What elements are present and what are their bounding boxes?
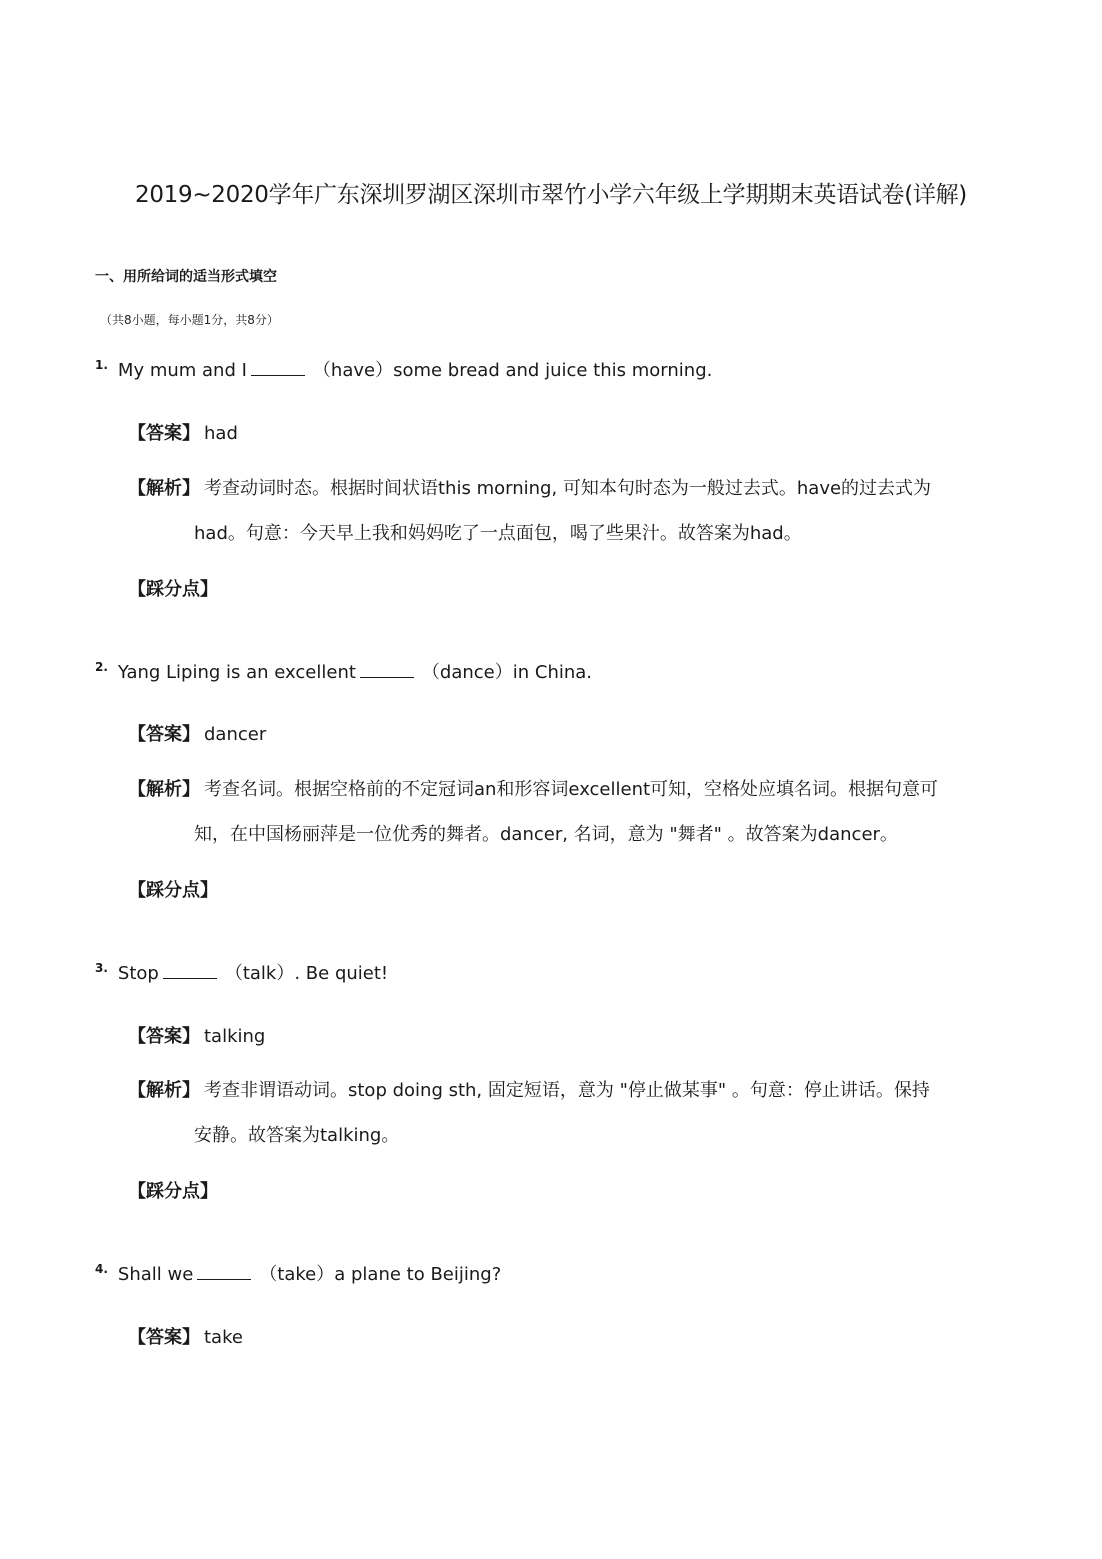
stem-before: Yang Liping is an excellent <box>117 662 356 683</box>
stem-before: Shall we <box>117 1264 194 1285</box>
stem-after: （talk）. Be quiet! <box>224 963 389 984</box>
question-stem <box>95 357 712 385</box>
points-label: 【踩分点】 <box>128 1181 218 1202</box>
section-note: （共8小题，每小题1分，共8分） <box>100 313 279 327</box>
question-number: 1. <box>95 358 108 372</box>
points-label: 【踩分点】 <box>128 880 218 901</box>
question-number: 4. <box>95 1262 108 1276</box>
stem-after: （dance）in China. <box>421 662 593 683</box>
analysis-text-line2: 安静。故答案为talking。 <box>194 1125 400 1146</box>
points-row-1 <box>128 576 222 604</box>
analysis-label: 【解析】 <box>128 478 200 499</box>
points-label: 【踩分点】 <box>128 579 218 600</box>
analysis-block-3 <box>128 1068 998 1158</box>
analysis-block-1 <box>128 466 998 556</box>
answer-label: 【答案】 <box>128 423 200 444</box>
analysis-label: 【解析】 <box>128 779 200 800</box>
answer-blank <box>163 960 217 979</box>
answer-row-2 <box>128 721 266 749</box>
answer-row-4 <box>128 1324 243 1352</box>
stem-before: My mum and I <box>117 360 247 381</box>
answer-value: dancer <box>204 724 267 745</box>
stem-after: （take）a plane to Beijing? <box>259 1264 502 1285</box>
question-number: 2. <box>95 660 108 674</box>
answer-value: take <box>204 1327 243 1348</box>
section-title: 一、用所给词的适当形式填空 <box>95 269 277 285</box>
points-row-2 <box>128 877 222 905</box>
answer-value: had <box>204 423 238 444</box>
points-row-3 <box>128 1178 222 1206</box>
answer-label: 【答案】 <box>128 1026 200 1047</box>
analysis-label: 【解析】 <box>128 1080 200 1101</box>
answer-row-1 <box>128 420 238 448</box>
answer-label: 【答案】 <box>128 1327 200 1348</box>
stem-after: （have）some bread and juice this morning. <box>312 360 713 381</box>
answer-label: 【答案】 <box>128 724 200 745</box>
answer-blank <box>360 659 414 678</box>
answer-blank <box>197 1261 251 1280</box>
document-title: 2019~2020学年广东深圳罗湖区深圳市翠竹小学六年级上学期期末英语试卷(详解) <box>135 182 967 208</box>
analysis-text-line1: 考查名词。根据空格前的不定冠词an和形容词excellent可知，空格处应填名词。根据句意可 <box>204 779 939 800</box>
question-number: 3. <box>95 961 108 975</box>
question-stem <box>95 960 388 988</box>
question-stem <box>95 1261 501 1289</box>
stem-before: Stop <box>117 963 159 984</box>
answer-blank <box>251 357 305 376</box>
analysis-text-line1: 考查动词时态。根据时间状语this morning, 可知本句时态为一般过去式。have的过去式为 <box>204 478 932 499</box>
answer-row-3 <box>128 1023 265 1051</box>
answer-value: talking <box>204 1026 266 1047</box>
analysis-text-line1: 考查非谓语动词。stop doing sth, 固定短语，意为 "停止做某事" 。句意：停止讲话。保持 <box>204 1080 930 1101</box>
analysis-block-2 <box>128 767 998 857</box>
analysis-text-line2: 知，在中国杨丽萍是一位优秀的舞者。dancer, 名词，意为 "舞者" 。故答案为dancer。 <box>194 824 898 845</box>
analysis-text-line2: had。句意：今天早上我和妈妈吃了一点面包，喝了些果汁。故答案为had。 <box>194 523 802 544</box>
question-stem <box>95 659 592 687</box>
